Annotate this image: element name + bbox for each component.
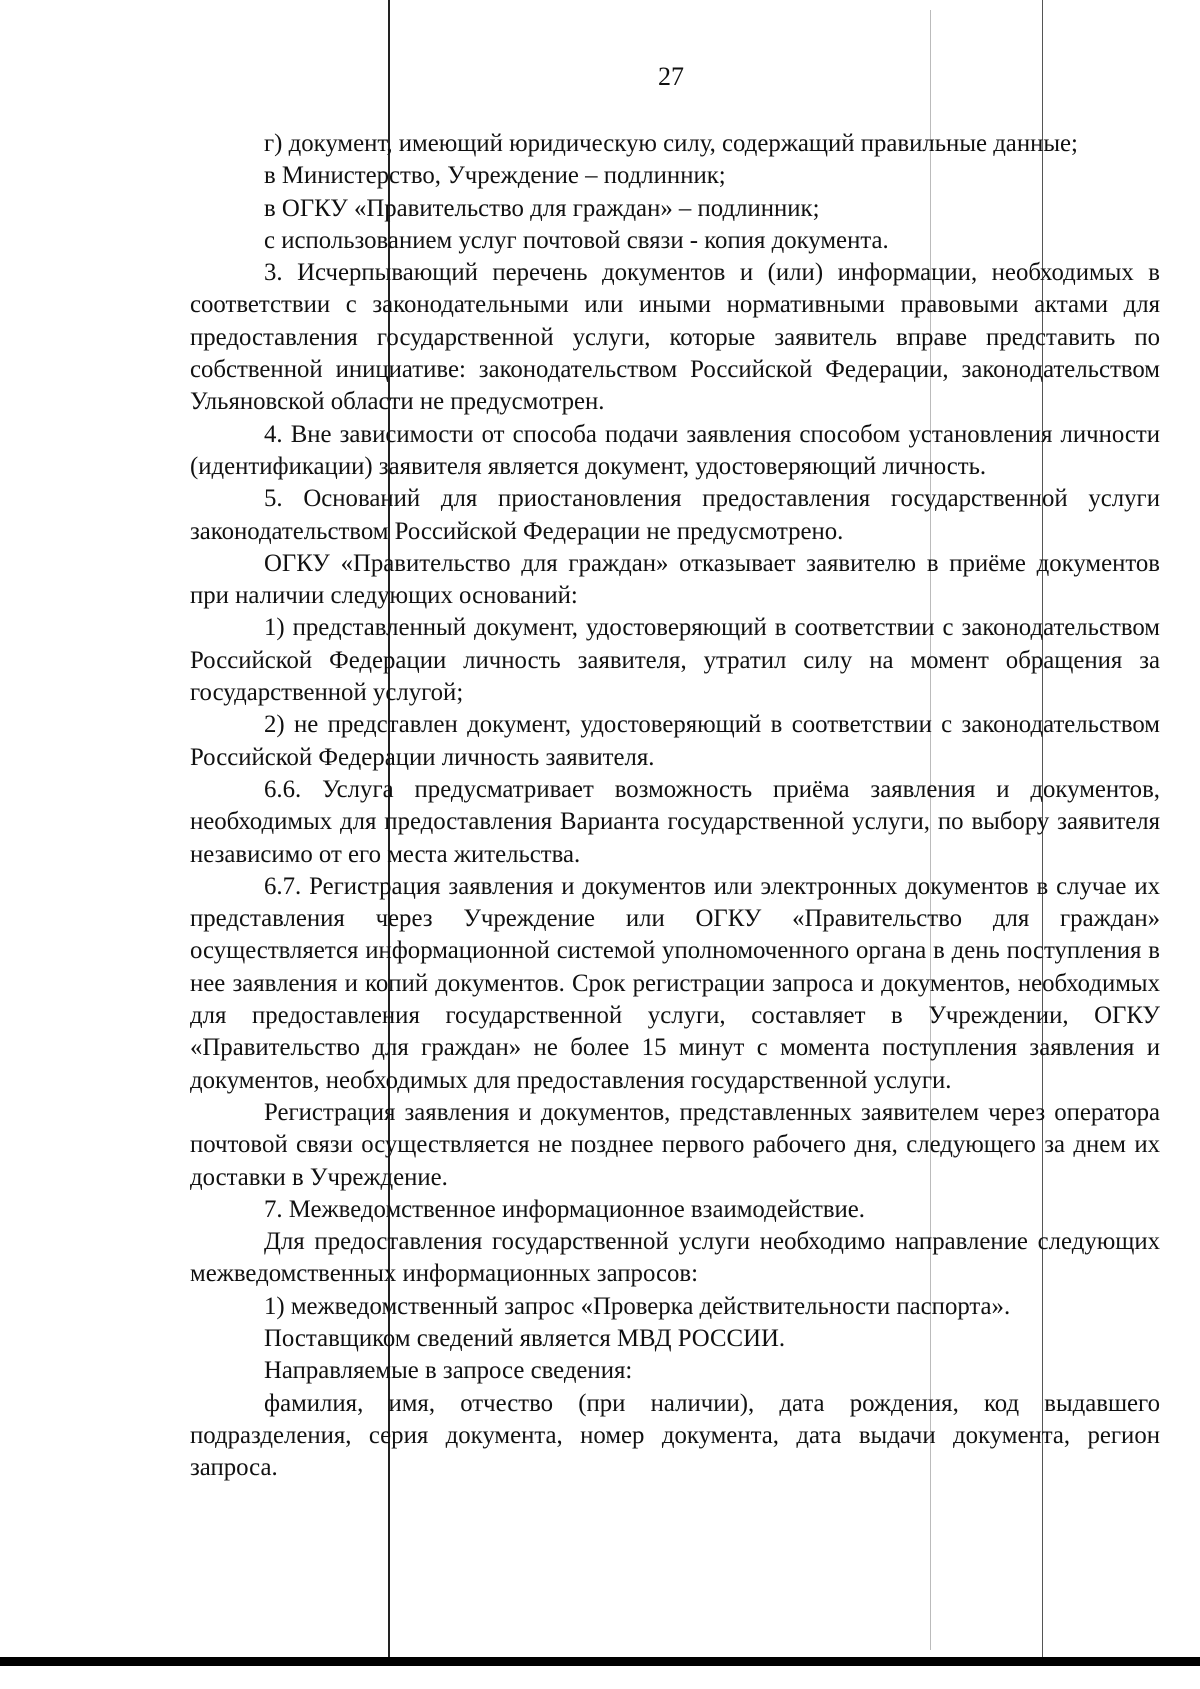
paragraph: Для предоставления государственной услуги необходимо направление следующих межведомственных информационных запросов:: [190, 1228, 1160, 1288]
paragraph: 6.6. Услуга предусматривает возможность приёма заявления и документов, необходимых для предоставления Варианта государственной услуги, по выбору заявителя независимо от его места жительства.: [190, 775, 1160, 868]
paragraph: 7. Межведомственное информационное взаимодействие.: [264, 1195, 866, 1223]
paragraph: 2) не представлен документ, удостоверяющий в соответствии с законодательством Российской Федерации личность заявителя.: [190, 711, 1160, 771]
page-number: 27: [658, 62, 684, 91]
paragraph: г) документ, имеющий юридическую силу, содержащий правильные данные;: [264, 130, 1078, 157]
scan-bottom-edge: [0, 1657, 1200, 1666]
paragraph: Регистрация заявления и документов, представленных заявителем через оператора почтовой связи осуществляется не позднее первого рабочего дня, следующего за днем их доставки в Учреждение.: [190, 1098, 1160, 1191]
document-body: [190, 128, 1160, 1484]
paragraph: 3. Исчерпывающий перечень документов и (или) информации, необходимых в соответствии с законодательными или иными нормативными правовыми актами для предоставления государственной услуги, которые заявитель вправе представить по собственной инициативе: законодательством Российской Федерации, законодательством Ульяновской области не предусмотрен.: [190, 259, 1160, 416]
paragraph: Поставщиком сведений является МВД РОССИИ.: [264, 1324, 786, 1352]
paragraph: ОГКУ «Правительство для граждан» отказывает заявителю в приёме документов при наличии следующих оснований:: [190, 549, 1160, 610]
paragraph: 1) представленный документ, удостоверяющий в соответствии с законодательством Российской Федерации личность заявителя, утратил силу на момент обращения за государственной услугой;: [190, 614, 1160, 707]
paragraph: в Министерство, Учреждение – подлинник;: [264, 162, 726, 190]
paragraph: с использованием услуг почтовой связи - копия документа.: [264, 226, 889, 254]
paragraph: в ОГКУ «Правительство для граждан» – подлинник;: [264, 194, 820, 222]
paragraph: фамилия, имя, отчество (при наличии), дата рождения, код выдавшего подразделения, серия документа, номер документа, дата выдачи документа, регион запроса.: [190, 1389, 1160, 1482]
paragraph: 5. Оснований для приостановления предоставления государственной услуги законодательством Российской Федерации не предусмотрено.: [190, 485, 1160, 545]
paragraph: 4. Вне зависимости от способа подачи заявления способом установления личности (идентификации) заявителя является документ, удостоверяющий личность.: [190, 420, 1160, 480]
paragraph: 6.7. Регистрация заявления и документов или электронных документов в случае их представления через Учреждение или ОГКУ «Правительство для граждан» осуществляется информационной системой уполномоченного органа в день поступления в нее заявления и копий документов. Срок регистрации запроса и документов, необходимых для предоставления государственной услуги, составляет в Учреждении, ОГКУ «Правительство для граждан» не более 15 минут с момента поступления заявления и документов, необходимых для предоставления государственной услуги.: [190, 872, 1160, 1094]
paragraph: 1) межведомственный запрос «Проверка действительности паспорта».: [264, 1292, 1011, 1320]
paragraph: Направляемые в запросе сведения:: [264, 1357, 633, 1385]
